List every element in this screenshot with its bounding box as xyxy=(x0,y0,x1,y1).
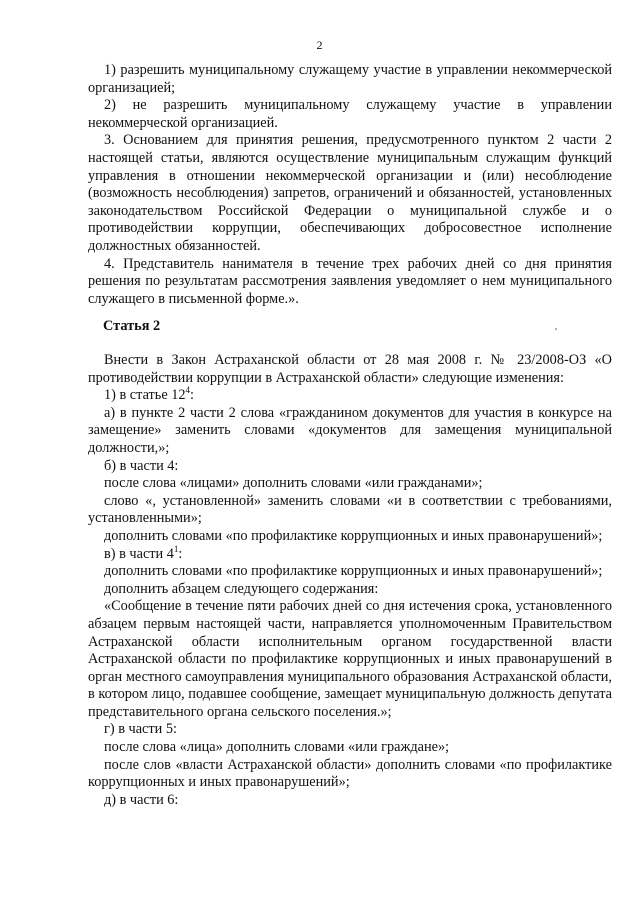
paragraph: 3. Основанием для принятия решения, предусмотренного пунктом 2 части 2 настоящей статьи, являются осуществление муниципальным служащим функций управления в отношении некоммерческой организации и (или) несоблюдение (возможность несоблюдения) запретов, ограничений и обязанностей, установленных законодательством Российской Федерации о муниципальной службе и о противодействии коррупции, обеспечивающих добросовестное исполнение должностных обязанностей. xyxy=(88,132,612,254)
paragraph: Внести в Закон Астраханской области от 28 мая 2008 г. № 23/2008-ОЗ «О противодействии коррупции в Астраханской области» следующие изменения: xyxy=(88,352,612,386)
paragraph: а) в пункте 2 части 2 слова «гражданином документов для участия в конкурсе на замещение» заменить словами «документов для замещения муниципальной должности,»; xyxy=(88,404,612,456)
paragraph: г) в части 5: xyxy=(104,721,177,738)
paragraph: 2) не разрешить муниципальному служащему участие в управлении некоммерческой организацией. xyxy=(88,97,612,131)
paragraph: дополнить словами «по профилактике коррупционных и иных правонарушений»; xyxy=(104,563,603,580)
paragraph: б) в части 4: xyxy=(104,457,179,474)
paragraph: 4. Представитель нанимателя в течение трех рабочих дней со дня принятия решения по результатам рассмотрения заявления уведомляет о нем муниципального служащего в письменной форме.». xyxy=(88,255,612,307)
paragraph: после слова «лицами» дополнить словами «или гражданами»; xyxy=(104,475,483,492)
page-number: 2 xyxy=(316,38,323,52)
section-1 xyxy=(88,62,612,308)
paragraph: «Сообщение в течение пяти рабочих дней со дня истечения срока, установленного абзацем первым настоящей части, направляется уполномоченным Правительством Астраханской области исполнительным органом государственной власти Астраханской области по профилактике коррупционных и иных правонарушений в орган местного самоуправления муниципального образования Астраханской области, в котором лицо, подавшее сообщение, замещает муниципальную должность депутата представительного органа сельского поселения.»; xyxy=(88,598,612,720)
paragraph: дополнить абзацем следующего содержания: xyxy=(104,580,379,597)
article-heading: Статья 2 xyxy=(103,318,161,334)
paragraph: д) в части 6: xyxy=(104,791,179,808)
paragraph: после слов «власти Астраханской области» дополнить словами «по профилактике коррупционных и иных правонарушений»; xyxy=(88,756,612,791)
paragraph: слово «, установленной» заменить словами «и в соответствии с требованиями, установленными»; xyxy=(88,492,612,527)
paragraph: дополнить словами «по профилактике коррупционных и иных правонарушений»; xyxy=(104,527,603,544)
paragraph: 1) в статье $12^4$: xyxy=(104,385,195,404)
paragraph: после слова «лица» дополнить словами «или граждане»; xyxy=(104,739,450,756)
scan-speck xyxy=(555,328,557,330)
paragraph: 1) разрешить муниципальному служащему участие в управлении некоммерческой организацией; xyxy=(88,62,612,96)
paragraph: в) в части $4^1$: xyxy=(104,543,183,562)
section-2 xyxy=(88,352,612,809)
